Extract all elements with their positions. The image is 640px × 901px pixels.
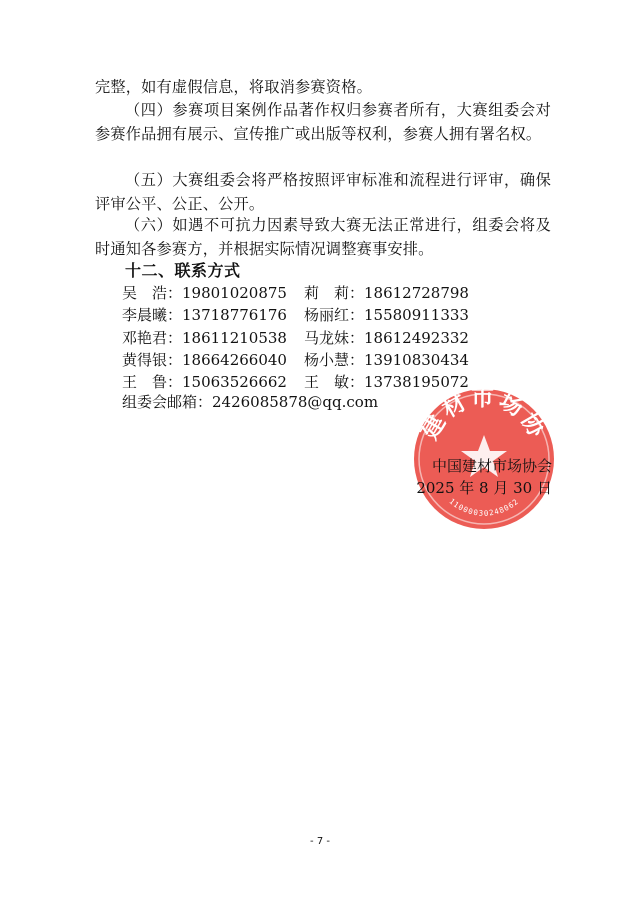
contact-entry: 黄得银：18664266040 — [122, 350, 287, 369]
paragraph-five: （五）大赛组委会将严格按照评审标准和流程进行评审，确保评审公平、公正、公开。 — [95, 171, 551, 213]
paragraph-continuation: 完整，如有虚假信息，将取消参赛资格。 — [95, 78, 372, 96]
section-heading: 十二、联系方式 — [125, 261, 241, 280]
contact-row — [122, 327, 522, 349]
contact-entry: 杨丽红：15580911333 — [304, 306, 469, 325]
page-number: - 7 - — [310, 836, 330, 847]
seal-arc-text: 建材市场协 — [416, 385, 552, 445]
contact-entry: 杨小慧：13910830434 — [304, 350, 469, 369]
contact-entry: 王 敏：13738195072 — [304, 373, 469, 392]
contact-list — [122, 282, 522, 393]
seal-code: 11000030248062 — [447, 496, 521, 518]
signature-block — [412, 455, 552, 499]
signature-organization: 中国建材市场协会 — [431, 457, 552, 475]
paragraph-four: （四）参赛项目案例作品著作权归参赛者所有，大赛组委会对参赛作品拥有展示、宣传推广或出版等权利，参赛人拥有署名权。 — [95, 101, 551, 143]
paragraph-six: （六）如遇不可抗力因素导致大赛无法正常进行，组委会将及时通知各参赛方，并根据实际情况调整赛事安排。 — [95, 216, 551, 258]
contact-entry: 马龙妹：18612492332 — [304, 328, 469, 347]
contact-entry: 王 鲁：15063526662 — [122, 373, 287, 392]
contact-entry: 邓艳君：18611210538 — [122, 328, 287, 347]
contact-row — [122, 304, 522, 326]
contact-entry: 吴 浩：19801020875 — [122, 284, 287, 302]
contact-row — [122, 282, 522, 304]
organizer-email: 组委会邮箱：2426085878@qq.com — [122, 393, 379, 411]
signature-date: 2025 年 8 月 30 日 — [416, 479, 552, 497]
contact-entry: 莉 莉：18612728798 — [304, 284, 469, 302]
contact-row — [122, 349, 522, 371]
contact-entry: 李晨曦：13718776176 — [122, 306, 287, 325]
